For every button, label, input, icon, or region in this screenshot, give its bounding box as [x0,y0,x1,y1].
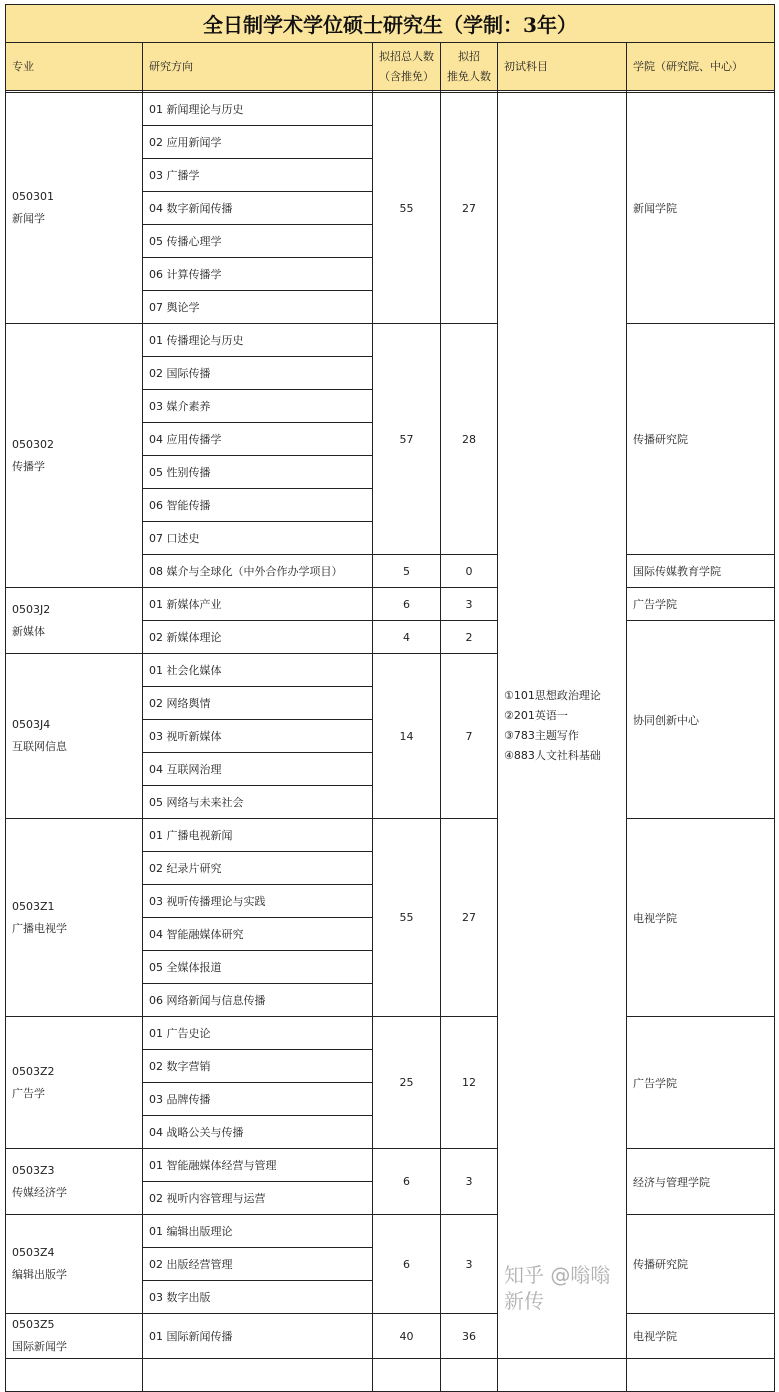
research-direction: 02 视听内容管理与运营 [143,1182,373,1215]
planned-exempt: 3 [441,1149,498,1215]
research-direction: 04 智能融媒体研究 [143,918,373,951]
table-row-partial [6,1359,775,1392]
planned-exempt: 12 [441,1017,498,1149]
empty-cell [373,1359,441,1392]
header-college: 学院（研究院、中心） [627,43,775,91]
research-direction: 08 媒介与全球化（中外合作办学项目） [143,555,373,588]
header-exam: 初试科目 [498,43,627,91]
enrollment-table [5,4,775,1392]
college-name: 经济与管理学院 [627,1149,775,1215]
table-row [6,1215,775,1248]
exam-subject: ④883人文社科基础 [504,748,601,762]
planned-total: 57 [373,324,441,555]
major-name: 广告学 [12,1086,45,1100]
research-direction: 06 网络新闻与信息传播 [143,984,373,1017]
major-cell [6,588,143,654]
major-code: 0503Z5 [12,1318,55,1331]
planned-exempt: 0 [441,555,498,588]
table-row [6,1314,775,1359]
empty-cell [441,1359,498,1392]
planned-total: 6 [373,1149,441,1215]
planned-exempt: 3 [441,1215,498,1314]
empty-cell [6,1359,143,1392]
major-cell [6,1149,143,1215]
major-name: 新媒体 [12,624,45,638]
research-direction: 05 网络与未来社会 [143,786,373,819]
table-row [6,1017,775,1050]
research-direction: 03 媒介素养 [143,390,373,423]
planned-total: 25 [373,1017,441,1149]
header-direction: 研究方向 [143,43,373,91]
college-name: 协同创新中心 [627,621,775,819]
empty-cell [627,1359,775,1392]
planned-total: 40 [373,1314,441,1359]
major-cell [6,1215,143,1314]
exam-subject: ③783主题写作 [504,728,579,742]
research-direction: 01 国际新闻传播 [143,1314,373,1359]
header-major: 专业 [6,43,143,91]
major-code: 0503Z2 [12,1064,55,1078]
enrollment-table-container [5,4,774,1392]
research-direction: 01 新闻理论与历史 [143,93,373,126]
planned-exempt: 36 [441,1314,498,1359]
planned-total: 55 [373,819,441,1017]
exam-subject: ②201英语一 [504,708,568,722]
major-cell [6,93,143,324]
major-name: 传媒经济学 [12,1185,67,1199]
research-direction: 06 计算传播学 [143,258,373,291]
major-name: 广播电视学 [12,921,67,935]
header-exempt-line1: 拟招 [458,49,480,63]
research-direction: 01 智能融媒体经营与管理 [143,1149,373,1182]
header-total-line2: （含推免） [379,69,434,83]
major-name: 新闻学 [12,212,45,225]
header-exempt [441,43,498,91]
planned-total: 6 [373,588,441,621]
research-direction: 05 传播心理学 [143,225,373,258]
major-cell [6,819,143,1017]
major-cell [6,324,143,588]
major-code: 050301 [12,190,54,203]
planned-total: 6 [373,1215,441,1314]
research-direction: 01 新媒体产业 [143,588,373,621]
major-code: 050302 [12,437,54,451]
major-name: 编辑出版学 [12,1268,67,1281]
research-direction: 02 纪录片研究 [143,852,373,885]
research-direction: 05 全媒体报道 [143,951,373,984]
major-cell [6,654,143,819]
research-direction: 03 数字出版 [143,1281,373,1314]
research-direction: 02 新媒体理论 [143,621,373,654]
empty-cell [498,1359,627,1392]
research-direction: 04 战略公关与传播 [143,1116,373,1149]
major-name: 传播学 [12,459,45,473]
major-code: 0503J4 [12,718,51,731]
watermark: 知乎 @嗡嗡新传 [504,1263,611,1313]
exam-subjects [498,93,627,1359]
research-direction: 03 广播学 [143,159,373,192]
table-row [6,324,775,357]
planned-total: 4 [373,621,441,654]
major-code: 0503Z3 [12,1163,55,1177]
major-code: 0503J2 [12,602,51,616]
empty-cell [143,1359,373,1392]
college-name: 传播研究院 [627,324,775,555]
planned-total: 55 [373,93,441,324]
major-name: 国际新闻学 [12,1340,67,1353]
research-direction: 02 国际传播 [143,357,373,390]
header-total [373,43,441,91]
table-row [6,93,775,126]
exam-subject: ①101思想政治理论 [504,688,601,702]
planned-exempt: 27 [441,819,498,1017]
college-name: 广告学院 [627,588,775,621]
planned-exempt: 2 [441,621,498,654]
research-direction: 01 社会化媒体 [143,654,373,687]
research-direction: 02 网络舆情 [143,687,373,720]
research-direction: 03 视听传播理论与实践 [143,885,373,918]
major-cell [6,1017,143,1149]
research-direction: 03 品牌传播 [143,1083,373,1116]
planned-total: 5 [373,555,441,588]
major-cell [6,1314,143,1359]
research-direction: 02 出版经营管理 [143,1248,373,1281]
header-exempt-line2: 推免人数 [447,69,491,83]
research-direction: 07 舆论学 [143,291,373,324]
planned-exempt: 3 [441,588,498,621]
research-direction: 04 应用传播学 [143,423,373,456]
research-direction: 01 广播电视新闻 [143,819,373,852]
header-total-line1: 拟招总人数 [379,49,434,63]
planned-exempt: 7 [441,654,498,819]
research-direction: 03 视听新媒体 [143,720,373,753]
research-direction: 02 数字营销 [143,1050,373,1083]
research-direction: 04 数字新闻传播 [143,192,373,225]
college-name: 电视学院 [627,819,775,1017]
planned-exempt: 28 [441,324,498,555]
research-direction: 01 编辑出版理论 [143,1215,373,1248]
college-name: 传播研究院 [627,1215,775,1314]
college-name: 国际传媒教育学院 [627,555,775,588]
college-name: 新闻学院 [627,93,775,324]
major-name: 互联网信息 [12,740,67,753]
major-code: 0503Z4 [12,1246,55,1259]
college-name: 电视学院 [627,1314,775,1359]
research-direction: 07 口述史 [143,522,373,555]
research-direction: 05 性别传播 [143,456,373,489]
table-title: 全日制学术学位硕士研究生（学制：3年） [6,5,775,43]
major-code: 0503Z1 [12,899,55,913]
research-direction: 01 传播理论与历史 [143,324,373,357]
research-direction: 01 广告史论 [143,1017,373,1050]
research-direction: 04 互联网治理 [143,753,373,786]
table-row [6,819,775,852]
table-row [6,588,775,621]
table-row [6,1149,775,1182]
research-direction: 02 应用新闻学 [143,126,373,159]
planned-exempt: 27 [441,93,498,324]
research-direction: 06 智能传播 [143,489,373,522]
college-name: 广告学院 [627,1017,775,1149]
planned-total: 14 [373,654,441,819]
